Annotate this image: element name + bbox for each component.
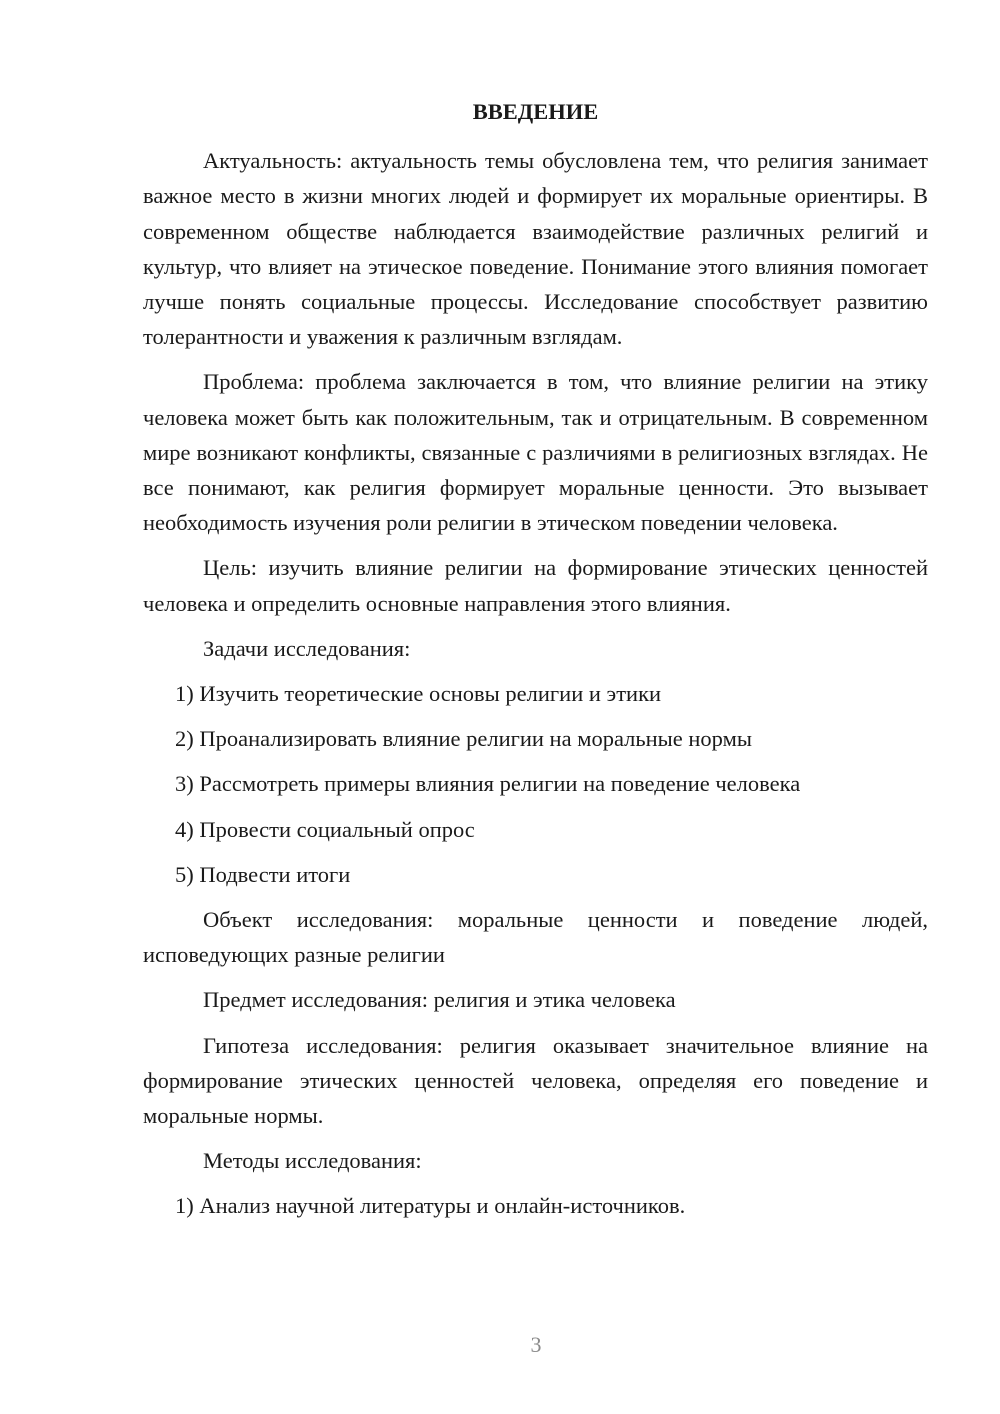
methods-list (143, 1188, 928, 1223)
list-item: 5) Подвести итоги (175, 861, 351, 887)
methods-heading: Методы исследования: (203, 1148, 422, 1174)
section-title: ВВЕДЕНИЕ (472, 99, 599, 124)
goal-paragraph: Цель: изучить влияние религии на формирование этических ценностей человека и определить основные направления этого влияния. (143, 555, 928, 616)
subject-line: Предмет исследования: религия и этика человека (203, 987, 676, 1013)
relevance-paragraph: Актуальность: актуальность темы обусловлена тем, что религия занимает важное место в жизни многих людей и формирует их моральные ориентиры. В современном обществе наблюдается взаимодействие различных религий и культур, что влияет на этическое поведение. Понимание этого влияния помогает лучше понять социальные процессы. Исследование способствует развитию толерантности и уважения к различным взглядам. (143, 148, 928, 350)
list-item: 1) Анализ научной литературы и онлайн-источников. (175, 1193, 686, 1219)
list-item: 4) Провести социальный опрос (175, 816, 475, 842)
object-paragraph: Объект исследования: моральные ценности и поведение людей, исповедующих разные религии (143, 907, 928, 968)
list-item: 2) Проанализировать влияние религии на моральные нормы (175, 726, 752, 752)
tasks-heading: Задачи исследования: (203, 635, 411, 661)
document-page (143, 94, 928, 1234)
tasks-list (143, 676, 928, 892)
problem-paragraph: Проблема: проблема заключается в том, что влияние религии на этику человека может быть как положительным, так и отрицательным. В современном мире возникают конфликты, связанные с различиями в религиозных взглядах. Не все понимают, как религия формирует моральные ценности. Это вызывает необходимость изучения роли религии в этическом поведении человека. (143, 369, 928, 536)
list-item: 1) Изучить теоретические основы религии и этики (175, 681, 662, 707)
list-item: 3) Рассмотреть примеры влияния религии на поведение человека (175, 771, 801, 797)
page-number: 3 (530, 1332, 542, 1357)
hypothesis-paragraph: Гипотеза исследования: религия оказывает значительное влияние на формирование этических ценностей человека, определяя его поведение и моральные нормы. (143, 1032, 928, 1129)
